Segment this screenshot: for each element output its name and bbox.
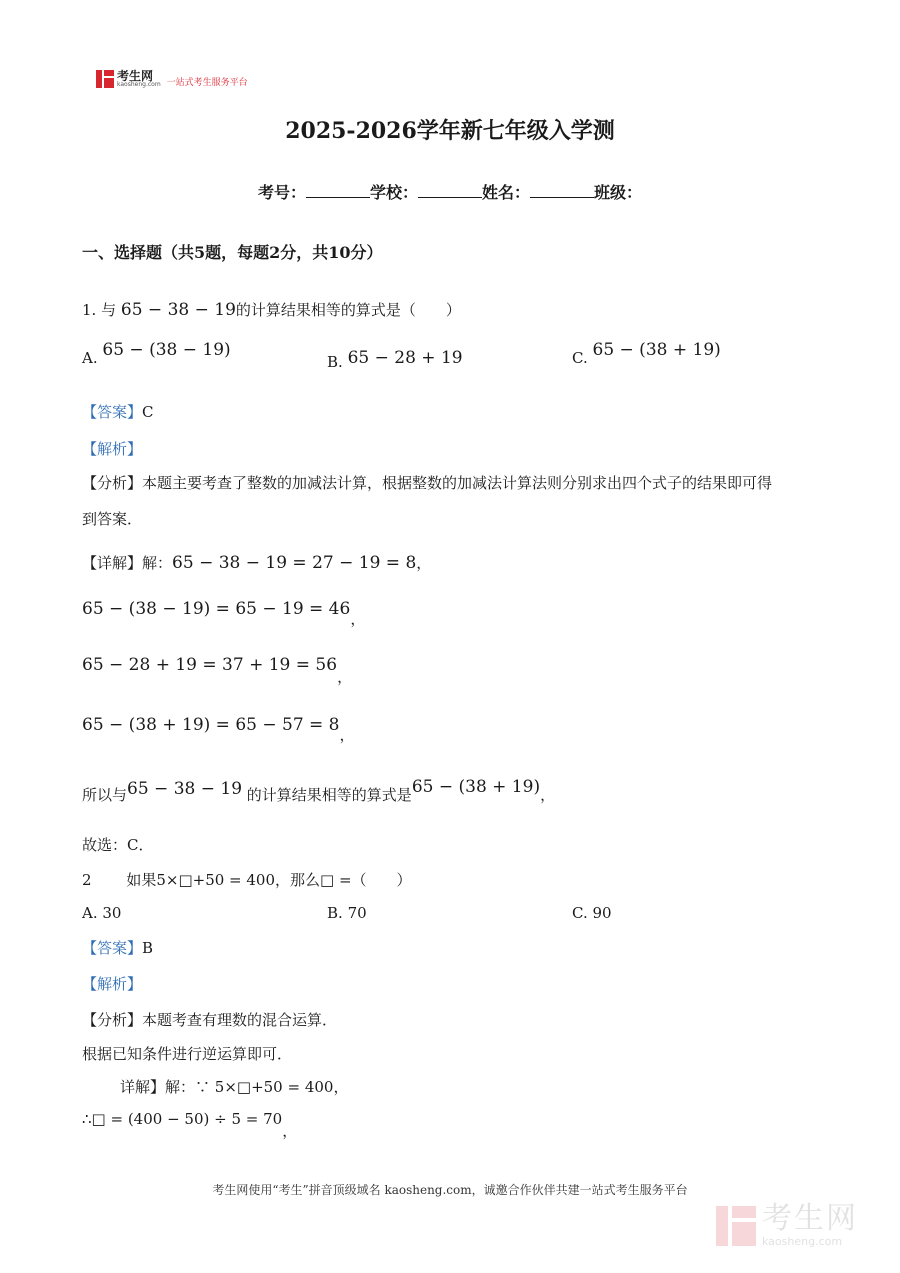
q2-option-b-value: 70 — [347, 904, 367, 922]
q2-pre: 如果 — [126, 871, 157, 889]
q1-step-3-comma: ， — [339, 726, 355, 744]
brand-domain: kaosheng.com — [117, 81, 161, 88]
q1-detail-tag: 【详解】 — [82, 554, 143, 572]
q2-post: ，那么□ =（ ） — [275, 871, 412, 889]
q1-analysis-tag: 【分析】 — [82, 474, 143, 492]
q1-option-c — [572, 340, 721, 368]
q2-final-expr: ∴□ = (400 − 50) ÷ 5 = 70 — [82, 1110, 283, 1128]
q1-conclusion-comma: ， — [540, 786, 556, 804]
q1-detail — [82, 552, 431, 573]
watermark-logo — [716, 1201, 858, 1248]
q1-analysis-line1 — [82, 472, 772, 493]
q1-analysis-text: 本题主要考查了整数的加减法计算，根据整数的加减法计算法则分别求出四个式子的结果即可得 — [142, 474, 773, 492]
q1-answer-tag: 【答案】 — [82, 403, 143, 421]
q1-conclusion-expr: 65 − 38 − 19 — [127, 779, 243, 799]
name-label: 姓名： — [482, 183, 531, 202]
q1-conclusion — [82, 777, 556, 805]
q2-jiexi-tag: 【解析】 — [82, 975, 143, 993]
name-blank — [530, 183, 594, 198]
q2-analysis-line1 — [82, 1009, 337, 1030]
q2-answer — [82, 937, 153, 958]
school-blank — [418, 183, 482, 198]
exam-number-label: 考号： — [257, 183, 306, 202]
q1-step-1-comma: ， — [350, 610, 366, 628]
q1-step-2 — [82, 654, 353, 686]
q2-final-comma: ， — [282, 1122, 298, 1140]
q1-option-b — [327, 348, 463, 372]
q1-option-c-expr: 65 − (38 + 19) — [592, 340, 721, 360]
q1-step-1-expr: 65 − (38 − 19) = 65 − 19 = 46 — [82, 599, 351, 619]
school-label: 学校： — [369, 183, 418, 202]
q1-analysis-line2: 到答案． — [82, 510, 143, 528]
q1-choice: 故选：C． — [82, 836, 154, 854]
brand-logo-icon — [96, 70, 114, 88]
section-heading: 一、选择题（共5题，每题2分，共10分） — [82, 243, 383, 262]
q1-step-2-comma: ， — [337, 668, 353, 686]
q2-answer-tag: 【答案】 — [82, 939, 143, 957]
q1-option-a — [82, 340, 231, 368]
q2-answer-value: B — [142, 939, 154, 957]
brand-slogan: 一站式考生服务平台 — [166, 77, 248, 88]
q1-answer — [82, 401, 154, 422]
class-label: 班级： — [594, 183, 643, 202]
watermark-logo-icon — [716, 1206, 756, 1246]
brand-name: 考生网 — [117, 69, 154, 83]
q1-option-a-expr: 65 − (38 − 19) — [102, 340, 231, 360]
footer-text: 考生网使用“考生”拼音顶级域名 kaosheng.com，诚邀合作伙伴共建一站式考生服务平台 — [212, 1183, 688, 1197]
q1-detail-prefix: 解： — [142, 554, 173, 572]
q1-conclusion-answer: 65 − (38 + 19) — [411, 777, 541, 797]
q2-number: 2 — [82, 871, 92, 889]
q1-option-b-label: B. — [327, 353, 343, 371]
q1-answer-value: C — [142, 403, 154, 421]
q2-option-c — [572, 904, 612, 922]
q1-detail-expr: 65 − 38 − 19 = 27 − 19 = 8 — [172, 553, 417, 573]
q1-step-3 — [82, 714, 355, 744]
q2-final — [82, 1108, 298, 1140]
q2-option-c-label: C. — [572, 904, 588, 922]
document-title: 2025-2026学年新七年级入学测 — [285, 118, 615, 144]
q1-pre: 与 — [101, 301, 117, 319]
brand-logo — [96, 70, 248, 88]
watermark-name: 考生网 — [762, 1201, 858, 1236]
q2-analysis-tag: 【分析】 — [82, 1011, 143, 1029]
q1-post: 的计算结果相等的算式是（ ） — [235, 301, 461, 319]
q2-analysis-text: 本题考查有理数的混合运算． — [142, 1011, 338, 1029]
q1-conclusion-pre: 所以与 — [82, 786, 128, 804]
q1-option-a-label: A. — [82, 349, 98, 367]
q1-step-2-expr: 65 − 28 + 19 = 37 + 19 = 56 — [82, 655, 338, 675]
exam-number-blank — [306, 183, 370, 198]
q2-option-b-label: B. — [327, 904, 343, 922]
q1-conclusion-mid: 的计算结果相等的算式是 — [246, 786, 412, 804]
q1-detail-comma: ， — [416, 554, 432, 572]
q2-detail-expr: ∵ 5×□+50 = 400， — [195, 1078, 349, 1096]
q2-detail — [120, 1076, 348, 1097]
q1-stem — [82, 299, 461, 320]
q2-analysis-line2: 根据已知条件进行逆运算即可． — [82, 1045, 293, 1063]
q2-stem — [82, 869, 412, 890]
q1-step-1 — [82, 598, 366, 628]
q2-option-a-value: 30 — [102, 904, 122, 922]
student-info-line — [0, 180, 900, 203]
q2-option-c-value: 90 — [592, 904, 612, 922]
q2-expression: 5×□+50 = 400 — [156, 871, 276, 889]
q1-number: 1. — [82, 301, 97, 319]
q2-option-a — [82, 904, 121, 922]
q2-option-b — [327, 904, 367, 922]
q1-option-b-expr: 65 − 28 + 19 — [347, 348, 463, 368]
q1-option-c-label: C. — [572, 349, 588, 367]
q2-option-a-label: A. — [82, 904, 98, 922]
q1-jiexi-tag: 【解析】 — [82, 440, 143, 458]
watermark-domain: kaosheng.com — [762, 1235, 843, 1248]
q2-detail-label: 详解】解： — [120, 1078, 196, 1096]
q1-expression: 65 − 38 − 19 — [120, 300, 236, 320]
q1-step-3-expr: 65 − (38 + 19) = 65 − 57 = 8 — [82, 715, 340, 735]
